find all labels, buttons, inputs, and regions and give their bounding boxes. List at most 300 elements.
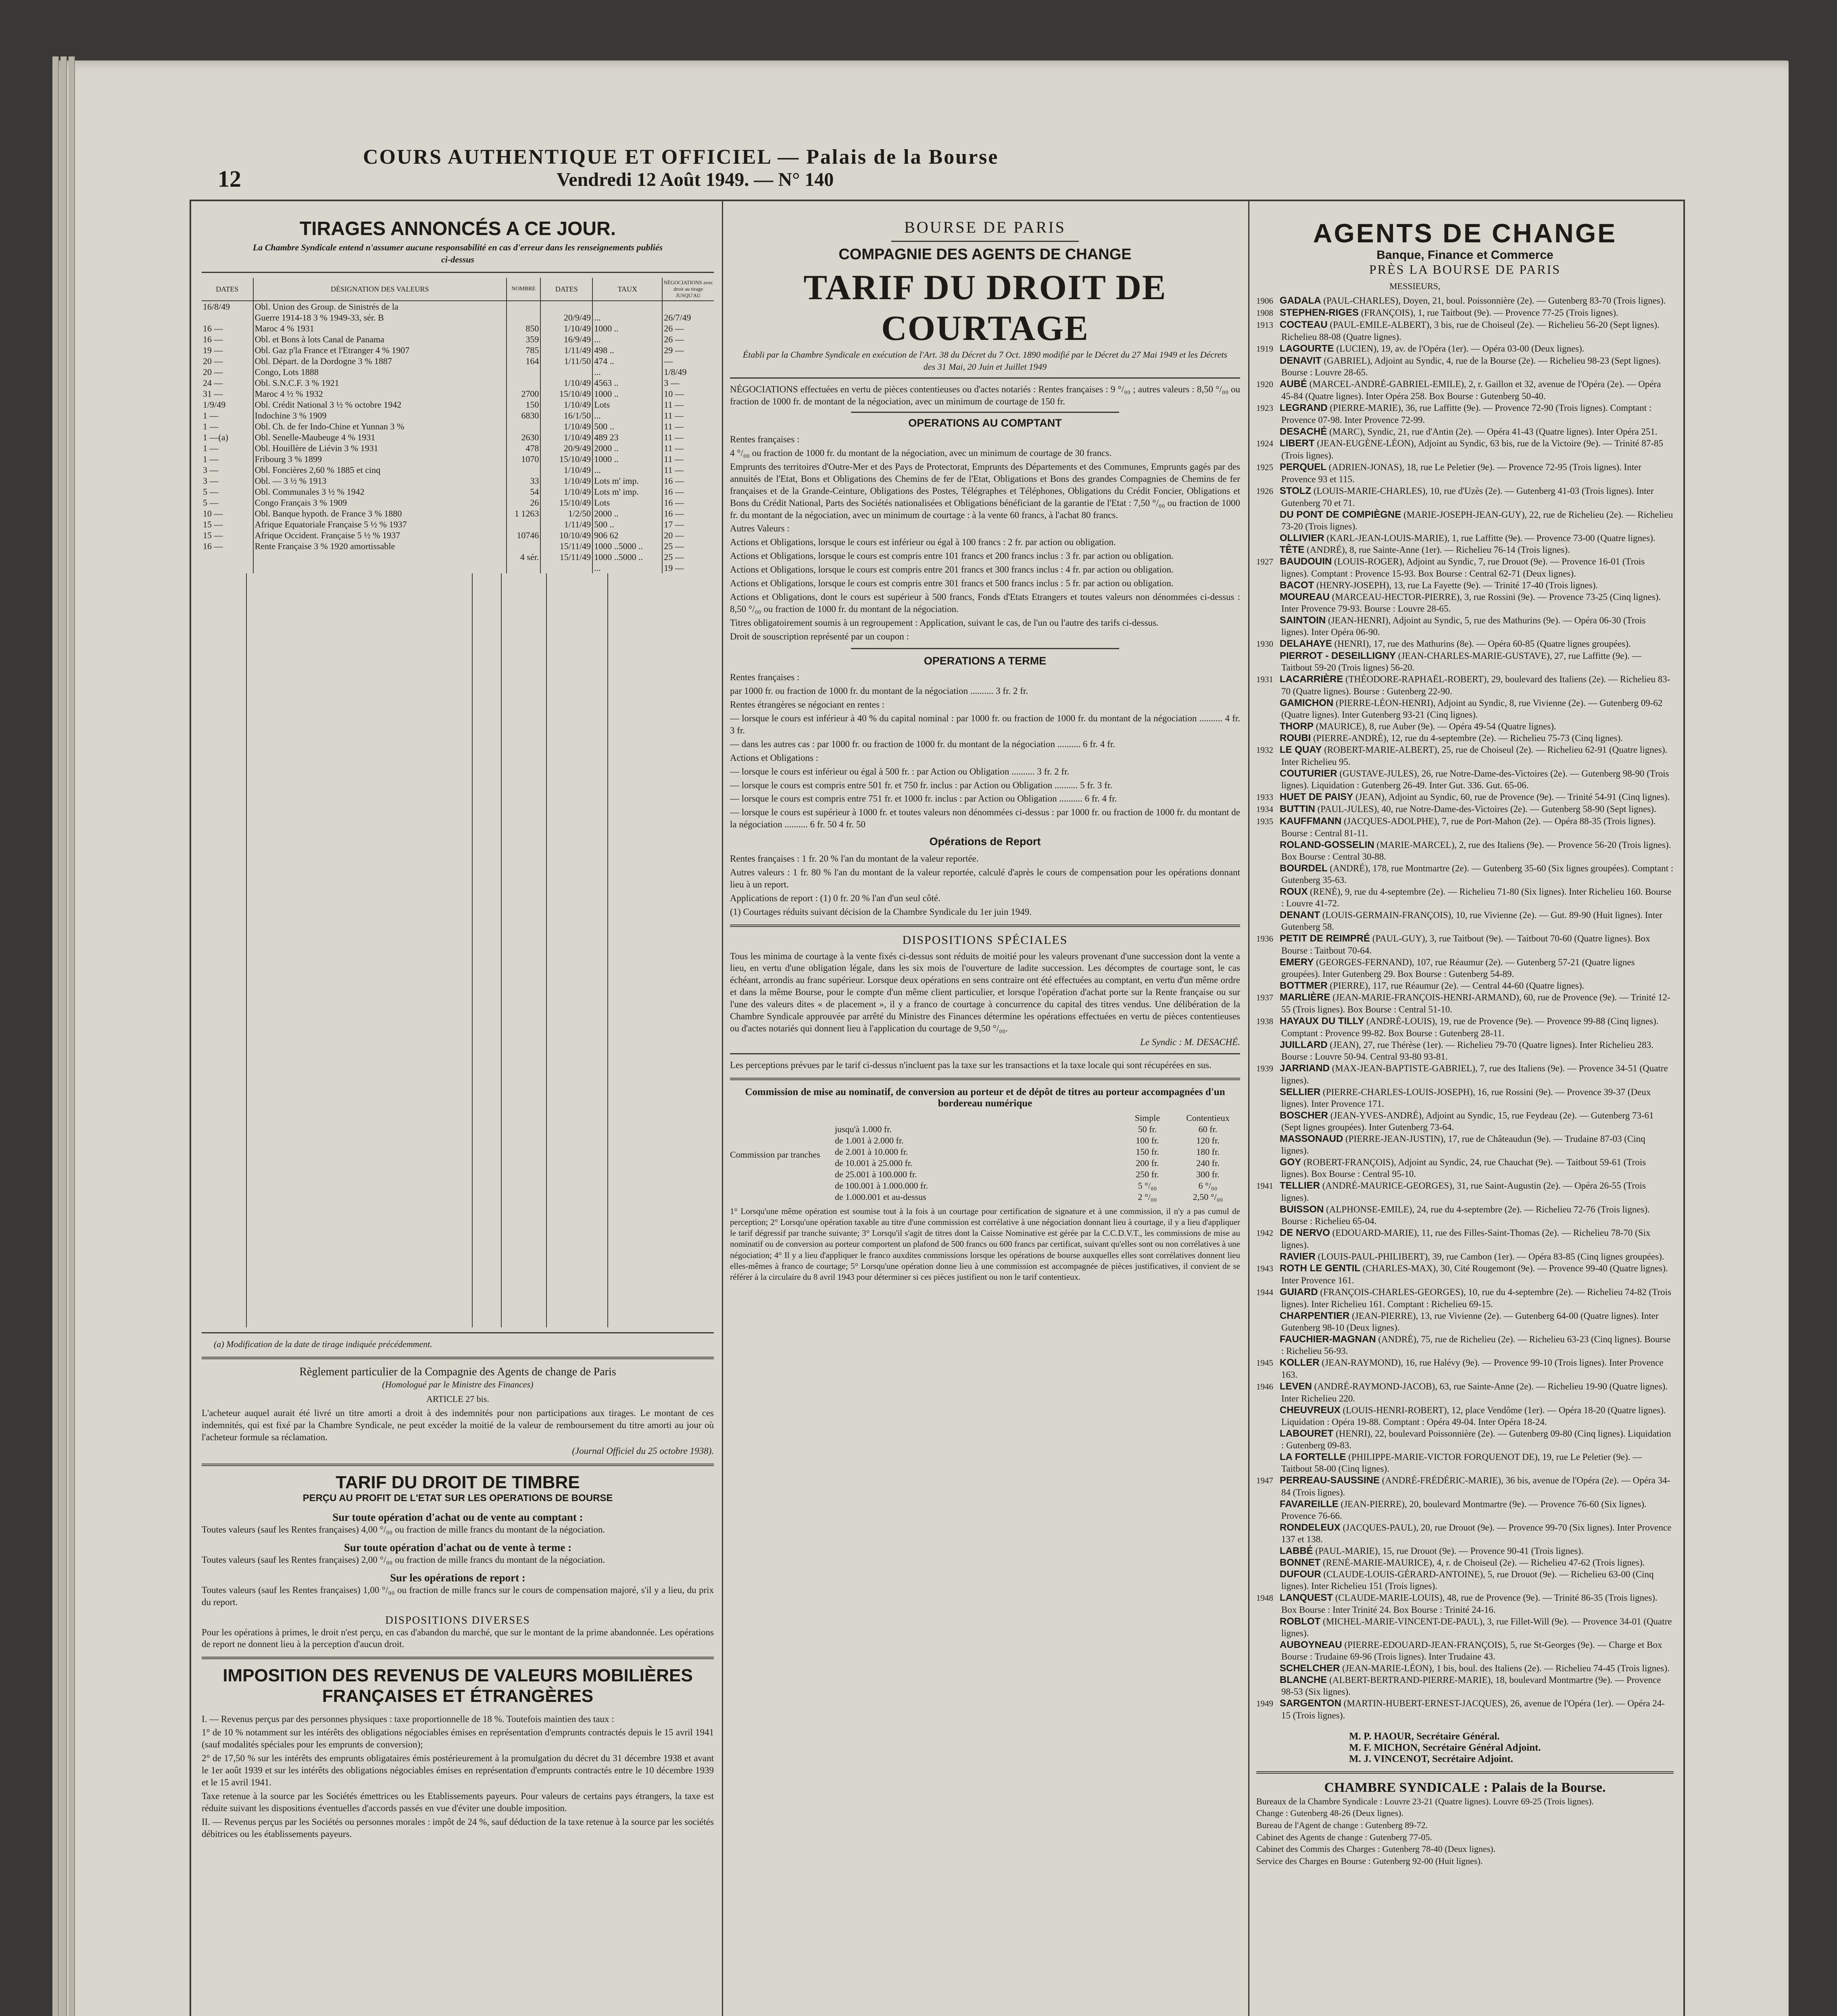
- table-row: [202, 312, 714, 323]
- row-rb-taux: ...: [592, 464, 662, 475]
- agent-name: TÊTE: [1280, 544, 1305, 555]
- agent-entry: [1256, 909, 1674, 933]
- terme-line: — lorsque le cours est inférieur à 40 % du capital nominal : par 1000 fr. ou fraction de 1000 fr. du montant de la négociation .......... 4 fr. 3 fr.: [730, 713, 1240, 735]
- row-rb-date: [540, 301, 592, 312]
- row-rb-date: 10/10/49: [540, 530, 592, 541]
- agent-name: RAVIER: [1280, 1251, 1316, 1262]
- agent-name: LEGRAND: [1280, 402, 1328, 413]
- agent-details: (JEAN-YVES-ANDRÉ), Adjoint au Syndic, 15, rue Feydeau (2e). — Gutenberg 73-61 (Sept lignes groupées). Inter Gutenberg 73-64.: [1281, 1110, 1654, 1132]
- agent-details: (ANDRÉ), 8, rue Sainte-Anne (1er). — Richelieu 76-14 (Trois lignes).: [1307, 544, 1570, 555]
- agent-name: DU PONT DE COMPIÈGNE: [1280, 509, 1401, 520]
- agent-details: (FRANÇOIS), 1, rue Taitbout (9e). — Provence 77-25 (Trois lignes).: [1361, 307, 1618, 318]
- agent-entry: [1256, 591, 1674, 614]
- agent-details: (PIERRE-JEAN-JUSTIN), 17, rue de Châteaudun (9e). — Trudaine 87-03 (Cinq lignes).: [1281, 1133, 1645, 1156]
- row-negociation: 10 —: [664, 389, 684, 399]
- agent-entry: [1256, 1674, 1674, 1697]
- agent-name: COUTURIER: [1280, 768, 1337, 779]
- row-designation: [253, 562, 507, 573]
- row-nombre: 4 sér.: [507, 552, 540, 562]
- agent-details: (LOUIS-MARIE-CHARLES), 10, rue d'Uzès (2e). — Gutenberg 41-03 (Trois lignes). Inter Gutenberg 70 et 71.: [1281, 485, 1654, 508]
- agent-details: (FRANÇOIS-CHARLES-GEORGES), 10, rue du 4-septembre (2e). — Richelieu 74-82 (Trois lignes). Inter Richelieu 161. Comptant : Richelieu 69-15.: [1281, 1287, 1671, 1309]
- commission-bracket: jusqu'à 1.000 fr.: [835, 1124, 892, 1134]
- agent-name: STEPHEN-RIGES: [1280, 307, 1359, 318]
- row-nombre: [507, 377, 540, 388]
- table-row: [202, 432, 714, 443]
- agent-year: 1943: [1256, 1263, 1273, 1273]
- agent-year: 1944: [1256, 1287, 1273, 1297]
- table-row: [202, 552, 714, 562]
- row-date: 1 —: [202, 410, 253, 421]
- row-designation: Obl. et Bons à lots Canal de Panama: [253, 334, 507, 345]
- agent-entry: [1256, 839, 1674, 862]
- chambre-list: [1256, 1795, 1674, 1867]
- impot-title-2: FRANÇAISES ET ÉTRANGÈRES: [322, 1686, 594, 1706]
- divider: [202, 272, 714, 273]
- row-designation: Obl. Senelle-Maubeuge 4 % 1931: [253, 432, 507, 443]
- agent-name: ROBLOT: [1280, 1616, 1321, 1627]
- commission-contentieux: 2,50 °/₀₀: [1193, 1191, 1223, 1202]
- commission-simple: 250 fr.: [1136, 1169, 1159, 1179]
- right-column: [1256, 206, 1674, 1867]
- agent-details: (MARC), Syndic, 21, rue d'Antin (2e). — Opéra 41-43 (Quatre lignes). Inter Opéra 251.: [1329, 426, 1658, 437]
- agent-name: GAMICHON: [1280, 697, 1334, 708]
- agent-details: (MAURICE), 8, rue Auber (9e). — Opéra 49-54 (Quatre lignes).: [1316, 721, 1556, 731]
- reglement-title: Règlement particulier de la Compagnie des Agents de change de Paris: [299, 1366, 616, 1379]
- agent-name: DUFOUR: [1280, 1568, 1321, 1580]
- agent-details: (CHARLES-MAX), 30, Cité Rougemont (9e). — Provence 99-40 (Quatre lignes). Inter Provence 161.: [1281, 1263, 1668, 1285]
- agent-name: BACOT: [1280, 579, 1314, 591]
- comptant-line: Actions et Obligations, lorsque le cours est compris entre 301 francs et 500 francs inclus : 5 fr. par action ou obligation.: [730, 578, 1174, 588]
- agent-name: BONNET: [1280, 1557, 1321, 1568]
- agent-name: MOUREAU: [1280, 591, 1330, 602]
- comptant-line: Titres obligatoirement soumis à un regroupement : Application, suivant le cas, de l'un ou l'autre des tarifs ci-dessus.: [730, 617, 1159, 628]
- secretaire: M. P. HAOUR, Secrétaire Général.: [1349, 1731, 1500, 1742]
- row-date: 1 —: [202, 421, 253, 432]
- commission-contentieux: 300 fr.: [1196, 1169, 1220, 1179]
- page-number: 12: [218, 166, 241, 192]
- middle-column: [730, 206, 1240, 1285]
- timbre-item-head: Sur toute opération d'achat ou de vente à terme :: [344, 1541, 572, 1554]
- row-rb-taux: Lots: [592, 497, 662, 508]
- agent-year: 1906: [1256, 296, 1273, 306]
- agent-details: (ALBERT-BERTRAND-PIERRE-MARIE), 18, boulevard Montmartre (9e). — Provence 98-53 (Six lignes).: [1281, 1674, 1661, 1697]
- agent-entry: [1256, 768, 1674, 791]
- row-rb-date: 16/9/49: [540, 334, 592, 345]
- row-designation: [253, 552, 507, 562]
- agent-entry: [1256, 956, 1674, 980]
- dispositions-title: DISPOSITIONS DIVERSES: [385, 1614, 530, 1626]
- agent-entry: [1256, 544, 1674, 556]
- divider: [730, 1053, 1240, 1054]
- agent-name: MARLIÈRE: [1280, 991, 1330, 1003]
- row-designation: Rente Française 3 % 1920 amortissable: [253, 541, 507, 552]
- agent-name: KOLLER: [1280, 1357, 1320, 1368]
- page-stack-edge: [52, 56, 59, 2016]
- row-rb-taux: 1000 ..: [592, 323, 662, 334]
- timbre-item-head: Sur les opérations de report :: [390, 1571, 525, 1584]
- agent-details: (MARIE-JOSEPH-JEAN-GUY), 22, rue de Richelieu (2e). — Richelieu 73-20 (Trois lignes).: [1281, 509, 1673, 531]
- agent-year: 1935: [1256, 816, 1273, 826]
- tarif-title: TARIF DU DROIT DE COURTAGE: [803, 268, 1167, 348]
- agent-entry: [1256, 307, 1674, 319]
- agent-entry: [1256, 1251, 1674, 1262]
- agent-entry: [1256, 461, 1674, 485]
- row-negociation: 3 —: [664, 378, 680, 388]
- col-line: [246, 573, 247, 1327]
- agent-entry: [1256, 1498, 1674, 1522]
- timbre-item-head: Sur toute opération d'achat ou de vente au comptant :: [332, 1511, 583, 1523]
- agent-entry: [1256, 1180, 1674, 1204]
- commission-contentieux: 240 fr.: [1196, 1158, 1220, 1168]
- commission-notes: 1° Lorsqu'une même opération est soumise tout à la fois à un courtage pour certification de signature et à une commission, il n'y a pas cumul de perception; 2° Lorsqu'une opération taxable au titre d'une commission est corrélative à une négociation donnant lieu à courtage, il y a lieu d'appliquer le tarif dégressif par tranche suivante; 3° Lorsqu'il s'agit de titres dont la Caisse Nominative est gérée par la C.C.D.V.T., les commissions de mise au nominatif ou de conversion au porteur comportent un plafond de 500 francs ou 600 francs par certificat, suivant qu'elles sont ou non corrélatives à une négociation; 4° Il y a lieu d'appliquer le franco auxdites commissions lorsque les opérations de bourse auxquelles elles sont corrélatives donnent lieu elles-mêmes à franco de courtage; 5° Lorsqu'une opération donne lieu à une commission est accompagnée de pièces justificatives, il convient de se référer à la circulaire du 8 avril 1943 pour déterminer si ces pièces justifient ou non le tarif contentieux.: [730, 1206, 1240, 1282]
- row-negociation: 26 —: [664, 323, 684, 334]
- row-negociation: 26/7/49: [664, 312, 691, 323]
- row-rb-date: 1/10/49: [540, 399, 592, 410]
- timbre-items: [202, 1511, 714, 1608]
- row-date: 1 —: [202, 454, 253, 464]
- row-nombre: 2700: [507, 388, 540, 399]
- timbre-item-text: Toutes valeurs (sauf les Rentes françaises) 2,00 °/₀₀ ou fraction de mille francs du montant de la négociation.: [202, 1554, 605, 1565]
- table-row: [202, 519, 714, 530]
- article-number: ARTICLE 27 bis.: [426, 1393, 489, 1404]
- commission-row: [835, 1146, 1240, 1158]
- agent-entry: [1256, 426, 1674, 437]
- row-date: 15 —: [202, 519, 253, 530]
- agent-name: GUIARD: [1280, 1286, 1318, 1297]
- agent-entry: [1256, 295, 1674, 307]
- table-row: [202, 301, 714, 312]
- agent-year: 1946: [1256, 1381, 1273, 1391]
- commission-label: Commission par tranches: [730, 1149, 820, 1160]
- row-nombre: 54: [507, 486, 540, 497]
- table-row: [202, 562, 714, 573]
- row-date: 1/9/49: [202, 399, 253, 410]
- agent-entry: [1256, 579, 1674, 591]
- messieurs-label: MESSIEURS,: [1389, 281, 1441, 291]
- agent-entry: [1256, 886, 1674, 909]
- timbre-item: [202, 1511, 714, 1536]
- row-negociation: 26 —: [664, 334, 684, 345]
- commission-simple: 150 fr.: [1136, 1146, 1159, 1157]
- agent-year: 1919: [1256, 344, 1273, 354]
- row-rb-taux: Lots m' imp.: [592, 475, 662, 486]
- row-rb-date: 1/10/49: [540, 475, 592, 486]
- agent-name: RONDELEUX: [1280, 1522, 1341, 1533]
- commission-table: [730, 1112, 1240, 1203]
- page-stack-edge: [60, 56, 67, 2016]
- terme-line: — lorsque le cours est inférieur ou égal à 500 fr. : par Action ou Obligation .......... 3 fr. 2 fr.: [730, 766, 1070, 777]
- agent-entry: [1256, 1428, 1674, 1451]
- speciales-text: Tous les minima de courtage à la vente fixés ci-dessus sont réduits de moitié pour les valeurs provenant d'une succession dont la vente a lieu, en vertu d'une obligation légale, dans les six mois de l'ouverture de ladite succession. Les décomptes de courtage sont, le cas échéant, arrondis au franc supérieur. Lorsque deux opérations en sens contraire ont été effectuées au comptant, en vertu d'un même ordre et dans la même Bourse, pour le compte d'un même client particulier, et lorsque l'opération d'achat porte sur la Rente française ou sur l'une des valeurs dites « de placement », il y a franco de courtage à concurrence du capital des titres vendus. Une délibération de la Chambre Syndicale approuvée par arrêté du Ministre des Finances détermine les opérations effectuées en vertu de pièces contentieuses ou d'actes notariés qui donnent lieu à l'application du courtage de 9,50 °/₀₀.: [730, 951, 1240, 1033]
- syndic-signature: Le Syndic : M. DESACHÉ.: [1140, 1037, 1240, 1047]
- row-rb-taux: 1000 ..: [592, 388, 662, 399]
- terme-line: Actions et Obligations :: [730, 752, 819, 763]
- agent-entry: [1256, 1156, 1674, 1180]
- agent-year: 1927: [1256, 556, 1273, 566]
- page-stack-edge: [69, 56, 75, 2016]
- row-negociation: 11 —: [664, 421, 684, 432]
- col-line: [546, 573, 547, 1327]
- row-date: 16 —: [202, 541, 253, 552]
- agent-entry: [1256, 1662, 1674, 1674]
- agent-details: (GUSTAVE-JULES), 26, rue Notre-Dame-des-Victoires (2e). — Gutenberg 98-90 (Trois lignes). Liquidation : Gutenberg 26-49. Inter Gut. 336. Gut. 65-06.: [1281, 768, 1669, 790]
- row-nombre: 850: [507, 323, 540, 334]
- table-row: [202, 508, 714, 519]
- row-designation: Congo, Lots 1888: [253, 367, 507, 377]
- impot-text-5: II. — Revenus perçus par les Sociétés ou personnes morales : impôt de 24 %, sauf déduction de la taxe retenue à la source par les sociétés débitrices ou les établissements payeurs.: [202, 1816, 714, 1839]
- agent-name: LAGOURTE: [1280, 343, 1334, 354]
- row-date: [202, 562, 253, 573]
- terme-line: — lorsque le cours est compris entre 751 fr. et 1000 fr. inclus : par Action ou Obligation .......... 6 fr. 4 fr.: [730, 793, 1117, 804]
- commission-contentieux: 180 fr.: [1196, 1146, 1220, 1157]
- row-designation: Obl. S.N.C.F. 3 % 1921: [253, 377, 507, 388]
- row-nombre: 164: [507, 356, 540, 367]
- row-negociation: 19 —: [664, 563, 684, 573]
- agent-entry: [1256, 1333, 1674, 1357]
- row-rb-taux: ...: [592, 562, 662, 573]
- row-nombre: [507, 519, 540, 530]
- agent-details: (ANDRÉ-LOUIS), 19, rue de Provence (9e). — Provence 99-88 (Cinq lignes). Comptant : Provence 99-82. Box Bourse : Gutenberg 28-11.: [1281, 1016, 1659, 1038]
- terme-line: Rentes étrangères se négociant en rentes :: [730, 700, 885, 710]
- agent-entry: [1256, 1381, 1674, 1404]
- agent-year: 1923: [1256, 403, 1273, 413]
- row-designation: Maroc 4 ½ % 1932: [253, 388, 507, 399]
- agent-details: (LOUIS-HENRI-ROBERT), 12, place Vendôme (1er). — Opéra 18-20 (Quatre lignes). Liquidation : Opéra 19-88. Comptant : Opéra 49-04. Inter Opéra 18-24.: [1281, 1405, 1666, 1427]
- col-line: [501, 573, 502, 1327]
- timbre-item-text: Toutes valeurs (sauf les Rentes françaises) 1,00 °/₀₀ ou fraction de mille francs sur le cours de compensation majoré, s'il y a lieu, du prix du report.: [202, 1585, 714, 1607]
- agent-name: COCTEAU: [1280, 319, 1328, 330]
- row-rb-taux: ...: [592, 334, 662, 345]
- row-designation: Obl. Départ. de la Dordogne 3 % 1887: [253, 356, 507, 367]
- row-date: 16/8/49: [202, 301, 253, 312]
- table-row: [202, 530, 714, 541]
- report-list: [730, 853, 1240, 918]
- row-nombre: [507, 301, 540, 312]
- agent-name: HUET DE PAISY: [1280, 791, 1353, 802]
- row-rb-date: 1/11/49: [540, 519, 592, 530]
- agent-details: (ANDRÉ-FRÉDÉRIC-MARIE), 36 bis, avenue de l'Opéra (2e). — Opéra 34-84 (Trois lignes).: [1281, 1475, 1670, 1497]
- row-rb-taux: ...: [592, 410, 662, 421]
- agent-entry: [1256, 638, 1674, 650]
- agent-details: (MARCEAU-HECTOR-PIERRE), 3, rue Rossini (9e). — Provence 73-25 (Cinq lignes). Inter Provence 79-93. Bourse : Louvre 28-65.: [1281, 591, 1661, 614]
- terme-list: [730, 671, 1240, 831]
- comptant-line: 4 °/₀₀ ou fraction de 1000 fr. du montant de la négociation, avec un minimum de courtage de 30 francs.: [730, 448, 1112, 458]
- agent-entry: [1256, 1639, 1674, 1662]
- commission-row: [835, 1135, 1240, 1146]
- terme-line: — dans les autres cas : par 1000 fr. ou fraction de 1000 fr. du montant de la négociation .......... 6 fr. 4 fr.: [730, 739, 1115, 749]
- agent-entry: [1256, 1475, 1674, 1498]
- agent-name: KAUFFMANN: [1280, 815, 1342, 827]
- terme-title: OPERATIONS A TERME: [924, 655, 1047, 667]
- commission-contentieux: 120 fr.: [1196, 1135, 1220, 1145]
- row-rb-date: 1/10/49: [540, 421, 592, 432]
- agent-details: (PHILIPPE-MARIE-VICTOR FORQUENOT DE), 19, rue Le Peletier (9e). — Taitbout 58-00 (Cinq lignes).: [1281, 1452, 1642, 1474]
- agent-details: (JEAN), Adjoint au Syndic, 60, rue de Provence (9e). — Trinité 54-91 (Cinq lignes).: [1355, 791, 1670, 802]
- row-negociation: 16 —: [664, 476, 684, 486]
- agent-entry: [1256, 343, 1674, 355]
- col-rb-dates: DATES: [540, 278, 592, 301]
- agent-name: DE NERVO: [1280, 1227, 1330, 1238]
- row-negociation: 11 —: [664, 432, 684, 443]
- agent-name: LIBERT: [1280, 437, 1315, 449]
- commission-title: Commission de mise au nominatif, de conversion au porteur et de dépôt de titres au porteur accompagnées d'un bordereau numérique: [745, 1086, 1225, 1109]
- agent-details: (RENÉ-MARIE-MAURICE), 4, r. de Choiseul (2e). — Richelieu 47-62 (Trois lignes).: [1323, 1557, 1645, 1568]
- header-title: COURS AUTHENTIQUE ET OFFICIEL — Palais de la Bourse: [363, 146, 999, 169]
- row-date: 5 —: [202, 486, 253, 497]
- agent-entry: [1256, 378, 1674, 402]
- agent-name: THORP: [1280, 721, 1314, 732]
- agent-name: BOSCHER: [1280, 1110, 1328, 1121]
- row-designation: Obl. Houillère de Liévin 3 % 1931: [253, 443, 507, 454]
- row-rb-date: 20/9/49: [540, 443, 592, 454]
- agent-name: DENAVIT: [1280, 355, 1322, 366]
- row-date: 16 —: [202, 323, 253, 334]
- row-designation: Obl. — 3 ½ % 1913: [253, 475, 507, 486]
- row-rb-date: [540, 562, 592, 573]
- agent-entry: [1256, 1592, 1674, 1616]
- commission-bracket: de 1.000.001 et au-dessus: [835, 1191, 926, 1202]
- agent-year: 1925: [1256, 462, 1273, 472]
- tarif-subtitle: Établi par la Chambre Syndicale en exécution de l'Art. 38 du Décret du 7 Oct. 1890 modifié par le Décret du 27 Mai 1949 et les Décrets des 31 Mai, 20 Juin et Juillet 1949: [742, 350, 1228, 372]
- agent-details: (JEAN-CHARLES-MARIE-GUSTAVE), 27, rue Laffitte (9e). — Taitbout 59-20 (Trois lignes) 56-20.: [1281, 650, 1641, 673]
- commission-row: [835, 1180, 1240, 1191]
- agent-entry: [1256, 991, 1674, 1015]
- agent-details: (RENÉ), 9, rue du 4-septembre (2e). — Richelieu 71-80 (Six lignes). Inter Richelieu 160. Bourse : Louvre 41-72.: [1281, 886, 1672, 908]
- col-nombre: NOMBRE: [507, 278, 540, 301]
- agent-details: (JEAN), 27, rue Thérèse (1er). — Richelieu 79-70 (Quatre lignes). Inter Richelieu 283. Bourse : Louvre 50-94. Central 93-80 93-81.: [1281, 1039, 1654, 1062]
- agent-year: 1942: [1256, 1228, 1273, 1238]
- col-negociations: NÉGOCIATIONS avec droit au tirage JUSQU'AU: [662, 278, 714, 301]
- agent-name: DESACHÉ: [1280, 426, 1327, 437]
- table-row: [202, 410, 714, 421]
- agent-name: BUTTIN: [1280, 803, 1315, 814]
- row-rb-date: 1/10/49: [540, 377, 592, 388]
- agent-entry: [1256, 355, 1674, 378]
- agent-entry: [1256, 1545, 1674, 1557]
- agent-entry: [1256, 1227, 1674, 1251]
- terme-line: — lorsque le cours est supérieur à 1000 fr. et toutes valeurs non dénommées ci-dessus : par 1000 fr. ou fraction de 1000 fr. du montant de la négociation .......... 6 fr. 50 4 fr. 50: [730, 807, 1240, 830]
- agent-entry: [1256, 1568, 1674, 1592]
- agent-details: (PAUL-CHARLES), Doyen, 21, boul. Poissonnière (2e). — Gutenberg 83-70 (Trois lignes).: [1323, 295, 1666, 306]
- table-row: [202, 388, 714, 399]
- row-designation: Afrique Occident. Française 5 ½ % 1937: [253, 530, 507, 541]
- row-rb-date: 1/10/49: [540, 323, 592, 334]
- agents-list: [1256, 295, 1674, 1721]
- agent-details: (PIERRE-LÉON-HENRI), Adjoint au Syndic, 8, rue Vivienne (2e). — Gutenberg 09-62 (Quatre lignes). Inter Gutenberg 93-21 (Cinq lignes).: [1281, 698, 1663, 720]
- agent-entry: [1256, 402, 1674, 426]
- agent-name: OLLIVIER: [1280, 532, 1324, 544]
- column-divider: [722, 200, 723, 2016]
- row-nombre: [507, 464, 540, 475]
- row-designation: Congo Français 3 % 1909: [253, 497, 507, 508]
- agent-details: (MARTIN-HUBERT-ERNEST-JACQUES), 26, avenue de l'Opéra (1er). — Opéra 24-15 (Trois lignes).: [1281, 1698, 1665, 1720]
- header-date: Vendredi 12 Août 1949. — N° 140: [557, 169, 834, 190]
- row-rb-date: 15/10/49: [540, 388, 592, 399]
- commission-rows: [835, 1112, 1240, 1203]
- agent-entry: [1256, 532, 1674, 544]
- timbre-item-text: Toutes valeurs (sauf les Rentes françaises) 4,00 °/₀₀ ou fraction de mille francs du montant de la négociation.: [202, 1524, 605, 1535]
- row-rb-taux: 1000 ..: [592, 454, 662, 464]
- commission-simple: 200 fr.: [1136, 1158, 1159, 1168]
- impot-text-2: 1° de 10 % notamment sur les intérêts des obligations négociables émises en représentation d'emprunts contractés depuis le 15 avril 1941 (sauf modalités spéciales pour les emprunts de conversion);: [202, 1727, 714, 1750]
- divider: [202, 1357, 714, 1359]
- agent-details: (PIERRE-CHARLES-LOUIS-JOSEPH), 16, rue Rossini (9e). — Provence 39-37 (Deux lignes). Inter Provence 171.: [1281, 1087, 1651, 1109]
- agent-details: (CLAUDE-LOUIS-GÉRARD-ANTOINE), 5, rue Drouot (9e). — Richelieu 63-00 (Cinq lignes). Inter Richelieu 151 (Trois lignes).: [1281, 1569, 1654, 1591]
- agent-name: SARGENTON: [1280, 1697, 1341, 1709]
- agent-details: (PAUL-MARIE), 15, rue Drouot (9e). — Provence 90-41 (Trois lignes).: [1315, 1545, 1583, 1556]
- row-rb-date: 16/1/50: [540, 410, 592, 421]
- agent-entry: [1256, 744, 1674, 768]
- col-dates: DATES: [202, 278, 253, 301]
- timbre-subtitle: PERÇU AU PROFIT DE L'ETAT SUR LES OPERATIONS DE BOURSE: [302, 1493, 613, 1504]
- agent-entry: [1256, 1286, 1674, 1310]
- comptant-line: Emprunts des territoires d'Outre-Mer et des Pays de Protectorat, Emprunts des Départements et des Communes, Emprunts gagés par des annuités de l'Etat, Bons et Obligations des Chemins de fer de l'Etat, Obligations et Bons des grandes Compagnies de Chemins de fer françaises et de la Grande-Ceinture, Obligations des Postes, Télégraphes et Téléphones, Obligations du Crédit Foncier, Obligations et Bons du Crédit National, Parts des Sociétés nationalisées et Obligations bénéficiant de la garantie de l'Etat : 7,50 °/₀₀ ou fraction de 1000 fr. du montant de la négociation, avec un minimum de courtage : à la vente 60 francs, à l'achat 80 francs.: [730, 461, 1240, 520]
- row-designation: Obl. Gaz p'la France et l'Etranger 4 % 1907: [253, 345, 507, 356]
- row-nombre: [507, 541, 540, 552]
- agent-name: HAYAUX DU TILLY: [1280, 1015, 1364, 1027]
- perception-text: Les perceptions prévues par le tarif ci-dessus n'incluent pas la taxe sur les transactions et la taxe locale qui sont récupérées en sus.: [730, 1060, 1211, 1070]
- agent-details: (ANDRÉ), 178, rue Montmartre (2e). — Gutenberg 35-60 (Six lignes groupées). Comptant : Gutenberg 35-63.: [1281, 863, 1674, 885]
- agent-details: (JEAN-MARIE-FRANÇOIS-HENRI-ARMAND), 60, rue de Provence (9e). — Trinité 12-55 (Trois lignes). Box Bourse : Central 51-10.: [1281, 992, 1670, 1014]
- row-nombre: 1070: [507, 454, 540, 464]
- agent-entry: [1256, 1451, 1674, 1475]
- row-date: 10 —: [202, 508, 253, 519]
- agents-subtitle: Banque, Finance et Commerce: [1376, 248, 1553, 262]
- agent-year: 1924: [1256, 438, 1273, 448]
- comptant-line: Actions et Obligations, lorsque le cours est compris entre 201 francs et 300 francs inclus : 4 fr. par action ou obligation.: [730, 564, 1174, 575]
- agent-year: 1908: [1256, 308, 1273, 318]
- table-row: [202, 377, 714, 388]
- row-date: 3 —: [202, 475, 253, 486]
- agent-entry: [1256, 485, 1674, 509]
- table-row: [202, 454, 714, 464]
- row-rb-date: 20/9/49: [540, 312, 592, 323]
- commission-header: [835, 1112, 1240, 1124]
- agent-name: JUILLARD: [1280, 1039, 1328, 1050]
- row-date: 19 —: [202, 345, 253, 356]
- bourse-title: BOURSE DE PARIS: [904, 218, 1066, 236]
- agent-name: BUISSON: [1280, 1204, 1324, 1215]
- agent-name: DENANT: [1280, 909, 1320, 921]
- agent-details: (JEAN-MARIE-LÉON), 1 bis, boul. des Italiens (2e). — Richelieu 74-45 (Trois lignes).: [1342, 1663, 1670, 1673]
- agent-year: 1932: [1256, 745, 1273, 755]
- row-date: 5 —: [202, 497, 253, 508]
- divider: [851, 648, 1119, 649]
- row-rb-date: 15/10/49: [540, 454, 592, 464]
- commission-row: [835, 1158, 1240, 1169]
- commission-row: [835, 1124, 1240, 1135]
- agent-name: JARRIAND: [1280, 1062, 1330, 1074]
- agent-name: LABOURET: [1280, 1428, 1334, 1439]
- row-nombre: [507, 562, 540, 573]
- row-negociation: 25 —: [664, 541, 684, 552]
- agent-name: SAINTOIN: [1280, 614, 1326, 626]
- row-designation: Afrique Equatoriale Française 5 ½ % 1937: [253, 519, 507, 530]
- row-negociation: 11 —: [664, 400, 684, 410]
- agent-entry: [1256, 1404, 1674, 1428]
- table-row: [202, 541, 714, 552]
- table-row: [202, 356, 714, 367]
- timbre-item: [202, 1541, 714, 1566]
- agent-name: LE QUAY: [1280, 744, 1322, 755]
- commission-bracket: de 2.001 à 10.000 fr.: [835, 1146, 908, 1157]
- row-designation: Obl. Union des Group. de Sinistrés de la: [253, 301, 507, 312]
- agent-details: (THÉODORE-RAPHAËL-ROBERT), 29, boulevard des Italiens (2e). — Richelieu 83-70 (Quatre lignes). Bourse : Gutenberg 22-90.: [1281, 674, 1670, 696]
- agent-entry: [1256, 437, 1674, 461]
- comptant-line: Droit de souscription représenté par un coupon :: [730, 631, 909, 641]
- agent-year: 1934: [1256, 804, 1273, 814]
- table-row: [202, 334, 714, 345]
